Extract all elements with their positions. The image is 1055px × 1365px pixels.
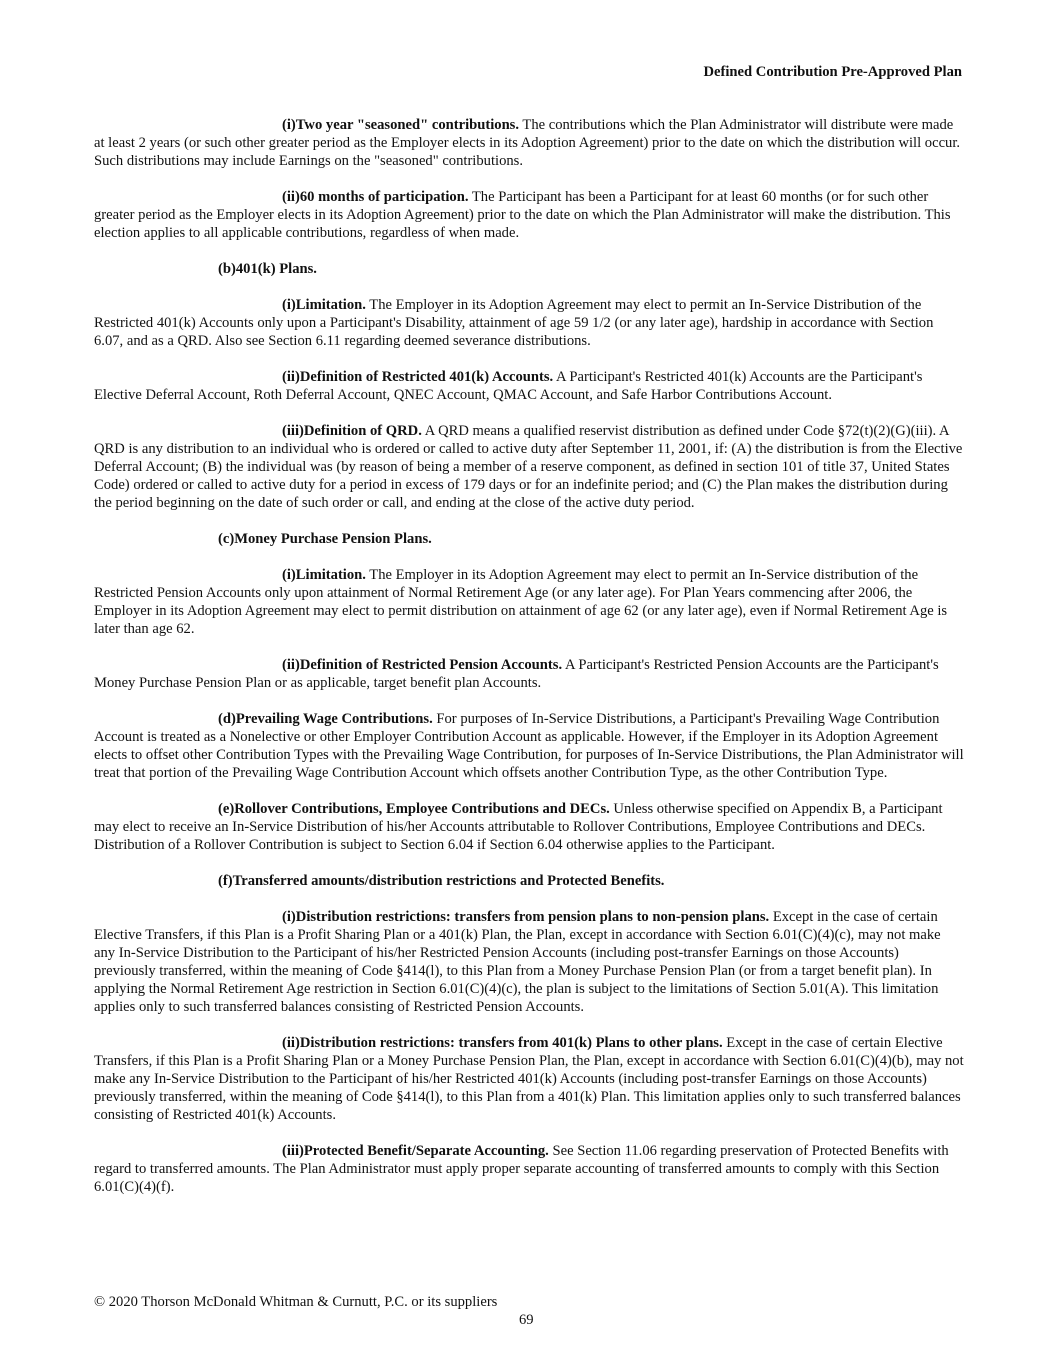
section-number: (d) xyxy=(218,711,236,727)
section-number: (e) xyxy=(218,801,235,817)
paragraph-title: Definition of Restricted 401(k) Accounts. xyxy=(299,369,554,385)
paragraph-protected-benefit xyxy=(94,1142,964,1196)
running-header: Defined Contribution Pre-Approved Plan xyxy=(703,64,962,80)
paragraph-text: The Employer in its Adoption Agreement may elect to permit an In-Service Distribution of the Restricted 401(k) Accounts only upon a Participant's Disability, attainment of age 59 1/2 (or any later age), hardship in accordance with Section 6.07, and as a QRD. Also see Section 6.11 regarding deemed severance distributions. xyxy=(94,297,934,349)
paragraph-text: Except in the case of certain Elective Transfers, if this Plan is a Profit Sharing Plan or a Money Purchase Pension Plan, the Plan, except in accordance with Section 6.01(C)(4)(b), may not make any In-Service Distribution to the Participant of his/her Restricted 401(k) Accounts (including post-transfer Earnings on those Accounts) previously transferred, within the meaning of Code §414(l), to this Plan from a 401(k) Plan. This limitation applies only to such transferred balances consisting of Restricted 401(k) Accounts. xyxy=(94,1035,964,1123)
paragraph-text: A Participant's Restricted Pension Accounts are the Participant's Money Purchase Pension Plan or as applicable, target benefit plan Accounts. xyxy=(94,657,939,691)
paragraph-number: (ii) xyxy=(282,1035,300,1051)
paragraph-pension-limitation xyxy=(94,566,964,638)
section-title: Rollover Contributions, Employee Contributions and DECs. xyxy=(234,801,610,817)
section-rollover-contributions xyxy=(94,800,964,854)
section-title: Money Purchase Pension Plans. xyxy=(234,531,432,547)
paragraph-restricted-pension-accounts xyxy=(94,656,964,692)
section-prevailing-wage xyxy=(94,710,964,782)
paragraph-definition-qrd xyxy=(94,422,964,512)
paragraph-number: (ii) xyxy=(282,657,300,673)
section-title: 401(k) Plans. xyxy=(235,261,317,277)
paragraph-number: (ii) xyxy=(282,369,300,385)
paragraph-text: A QRD means a qualified reservist distribution as defined under Code §72(t)(2)(G)(iii). A QRD is any distribution to an individual who is ordered or called to active duty after September 11, 2001, if: (A) the distribution is from the Elective Deferral Account; (B) the individual was (by reason of being a member of a reserve component, as defined in section 101 of title 37, United States Code) ordered or called to active duty for a period in excess of 179 days or for an indefinite period; and (C) the Plan makes the distribution during the period beginning on the date of such order or call, and ending at the close of the active duty period. xyxy=(94,423,963,511)
paragraph-title: Two year "seasoned" contributions. xyxy=(295,117,520,133)
paragraph-transfers-401k-to-other xyxy=(94,1034,964,1124)
paragraph-transfers-pension-to-nonpension xyxy=(94,908,964,1016)
paragraph-text: Except in the case of certain Elective Transfers, if this Plan is a Profit Sharing Plan or a 401(k) Plan, the Plan, except in accordance with Section 6.01(C)(4)(c), may not make any In-Service Distribution to the Participant of his/her Restricted Pension Accounts (including post-transfer Earnings on those Accounts) previously transferred, within the meaning of Code §414(l), to this Plan from a Money Purchase Pension Plan (or from a target benefit plan). In applying the Normal Retirement Age restriction in Section 6.01(C)(4)(c), the plan is subject to the limitations of Section 5.01(A). This limitation applies only to such transferred balances consisting of Restricted Pension Accounts. xyxy=(94,909,941,1015)
section-number: (c) xyxy=(218,531,235,547)
section-number: (b) xyxy=(218,261,236,277)
paragraph-401k-limitation xyxy=(94,296,964,350)
paragraph-number: (i) xyxy=(282,567,296,583)
paragraph-title: Definition of Restricted Pension Accounts. xyxy=(299,657,563,673)
paragraph-title: 60 months of participation. xyxy=(299,189,469,205)
paragraph-seasoned-contributions xyxy=(94,116,964,170)
paragraph-title: Limitation. xyxy=(295,297,366,313)
paragraph-number: (ii) xyxy=(282,189,300,205)
paragraph-text: See Section 11.06 regarding preservation of Protected Benefits with regard to transferred amounts. The Plan Administrator must apply proper separate accounting of transferred amounts to comply with this Section 6.01(C)(4)(f). xyxy=(94,1143,949,1195)
section-title: Prevailing Wage Contributions. xyxy=(235,711,433,727)
paragraph-number: (i) xyxy=(282,909,296,925)
paragraph-title: Definition of QRD. xyxy=(303,423,422,439)
page-number: 69 xyxy=(519,1312,534,1328)
section-text: For purposes of In-Service Distributions, a Participant's Prevailing Wage Contribution Account is treated as a Nonelective or other Employer Contribution Account as applicable. However, if the Employer in its Adoption Agreement elects to offset other Contribution Types with the Prevailing Wage Contribution, for purposes of In-Service Distributions, the Plan Administrator will treat that portion of the Prevailing Wage Contribution Account which offsets another Contribution Type, as the other Contribution Type. xyxy=(94,711,964,781)
section-number: (f) xyxy=(218,873,233,889)
section-heading-401k-plans xyxy=(94,260,964,278)
paragraph-restricted-401k-accounts xyxy=(94,368,964,404)
paragraph-text: The Participant has been a Participant for at least 60 months (or for such other greater period as the Employer elects in its Adoption Agreement) prior to the date on which the Plan Administrator will make the distribution. This election applies to all applicable contributions, regardless of when made. xyxy=(94,189,951,241)
footer-copyright: © 2020 Thorson McDonald Whitman & Curnutt, P.C. or its suppliers xyxy=(94,1294,498,1310)
paragraph-text: A Participant's Restricted 401(k) Accounts are the Participant's Elective Deferral Account, Roth Deferral Account, QNEC Account, QMAC Account, and Safe Harbor Contributions Account. xyxy=(94,369,923,403)
section-title: Transferred amounts/distribution restrictions and Protected Benefits. xyxy=(232,873,665,889)
paragraph-number: (iii) xyxy=(282,1143,304,1159)
section-heading-money-purchase xyxy=(94,530,964,548)
paragraph-number: (i) xyxy=(282,297,296,313)
paragraph-title: Distribution restrictions: transfers from pension plans to non-pension plans. xyxy=(295,909,770,925)
section-text: Unless otherwise specified on Appendix B, a Participant may elect to receive an In-Service Distribution of his/her Accounts attributable to Rollover Contributions, Employee Contributions and DECs. Distribution of a Rollover Contribution is subject to Section 6.04 if Section 6.04 otherwise applies to the Participant. xyxy=(94,801,943,853)
paragraph-text: The Employer in its Adoption Agreement may elect to permit an In-Service distribution of the Restricted Pension Accounts only upon attainment of Normal Retirement Age (or any later age). For Plan Years commencing after 2006, the Employer in its Adoption Agreement may elect to permit distribution on attainment of age 62 (or any later age), even if Normal Retirement Age is later than age 62. xyxy=(94,567,948,637)
paragraph-60-months-participation xyxy=(94,188,964,242)
paragraph-title: Distribution restrictions: transfers from 401(k) Plans to other plans. xyxy=(299,1035,723,1051)
section-heading-transferred-amounts xyxy=(94,872,964,890)
paragraph-number: (i) xyxy=(282,117,296,133)
paragraph-title: Protected Benefit/Separate Accounting. xyxy=(303,1143,549,1159)
paragraph-number: (iii) xyxy=(282,423,304,439)
paragraph-title: Limitation. xyxy=(295,567,366,583)
paragraph-text: The contributions which the Plan Administrator will distribute were made at least 2 years (or such other greater period as the Employer elects in its Adoption Agreement) prior to the date on which the distribution will occur. Such distributions may include Earnings on the "seasoned" contributions. xyxy=(94,117,961,169)
document-body xyxy=(94,116,964,1214)
